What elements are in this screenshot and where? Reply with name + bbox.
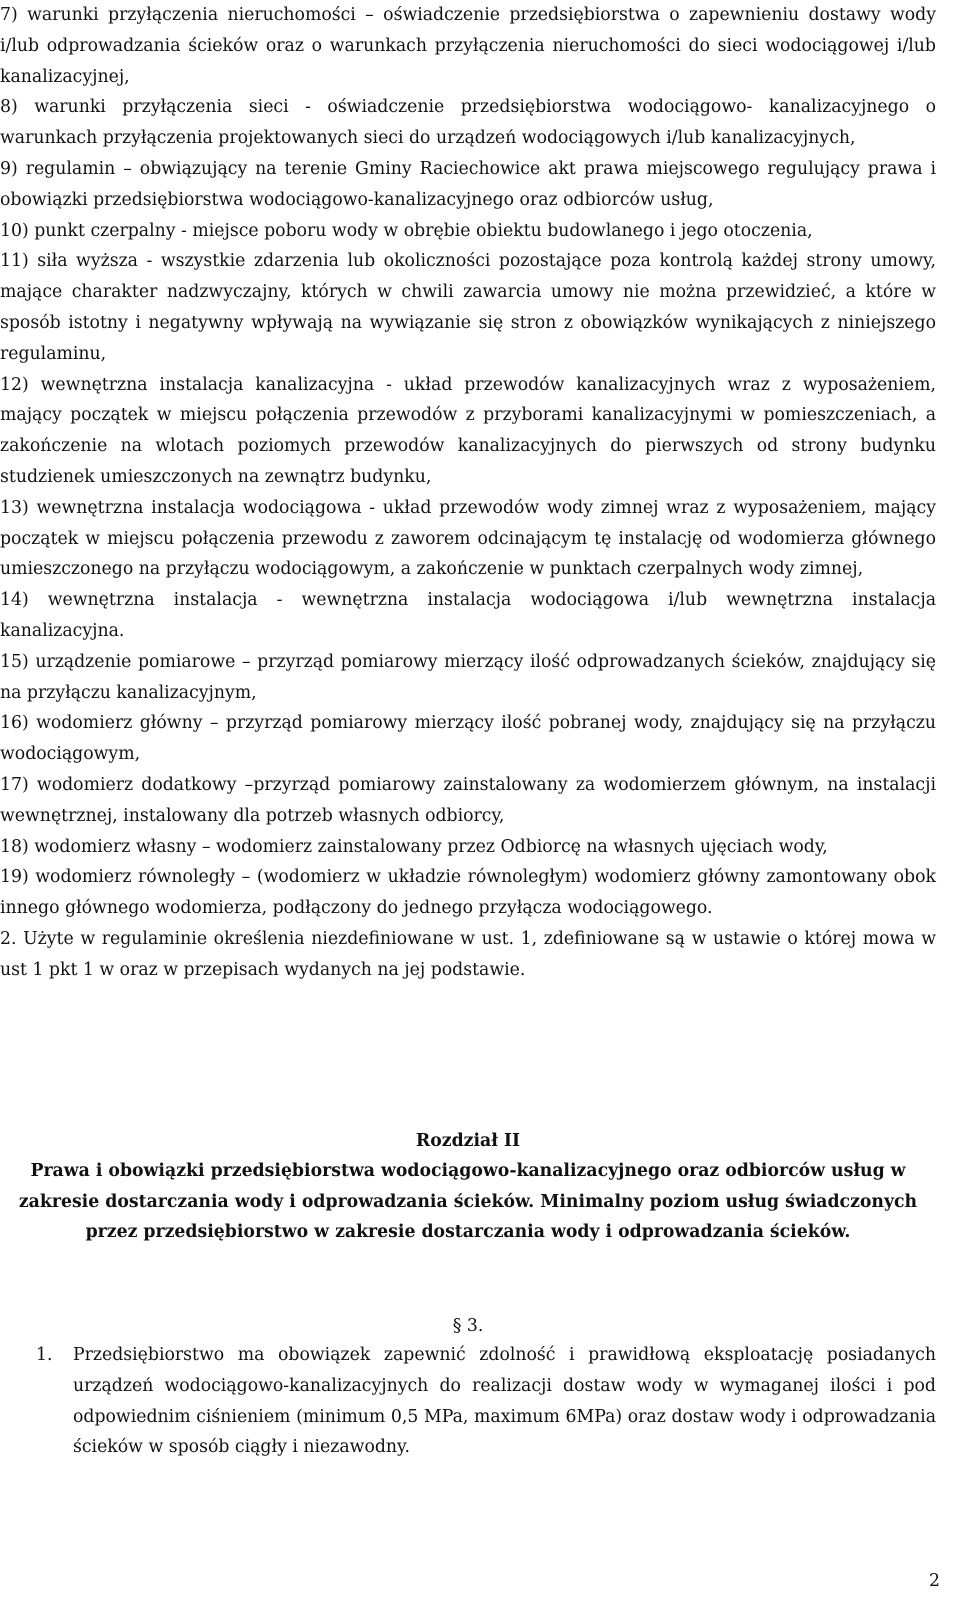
item-number: 1. <box>36 1345 53 1365</box>
definition-17: 17) wodomierz dodatkowy –przyrząd pomiarowy zainstalowany za wodomierzem głównym, na instalacji wewnętrznej, instalowany dla potrzeb własnych odbiorcy, <box>0 774 936 826</box>
paragraph-2: 2. Użyte w regulaminie określenia niezdefiniowane w ust. 1, zdefiniowane są w ustawie o której mowa w ust 1 pkt 1 w oraz w przepisach wydanych na jej podstawie. <box>0 928 936 980</box>
section-number: § 3. <box>452 1316 484 1336</box>
definition-15: 15) urządzenie pomiarowe – przyrząd pomiarowy mierzący ilość odprowadzanych ścieków, znajdujący się na przyłączu kanalizacyjnym, <box>0 651 936 703</box>
definition-18: 18) wodomierz własny – wodomierz zainstalowany przez Odbiorcę na własnych ujęciach wody, <box>0 836 828 857</box>
chapter-subtitle: Prawa i obowiązki przedsiębiorstwa wodociągowo-kanalizacyjnego oraz odbiorców usług w zakresie dostarczania wody i odprowadzania ścieków. Minimalny poziom usług świadczonych przez przedsiębiorstwo w zakresie dostarczania wody i odprowadzania ścieków. <box>18 1161 918 1243</box>
definition-19: 19) wodomierz równoległy – (wodomierz w układzie równoległym) wodomierz główny zamontowany obok innego głównego wodomierza, podłączony do jednego przyłącza wodociągowego. <box>0 867 936 919</box>
item-text: Przedsiębiorstwo ma obowiązek zapewnić zdolność i prawidłową eksploatację posiadanych urządzeń wodociągowo-kanalizacyjnych do realizacji dostaw wody w wymaganej ilości i pod odpowiednim ciśnieniem (minimum 0,5 MPa, maximum 6MPa) oraz dostaw wody i odprowadzania ścieków w sposób ciągły i niezawodny. <box>73 1345 936 1458</box>
chapter-heading <box>0 1126 936 1248</box>
definition-12: 12) wewnętrzna instalacja kanalizacyjna - układ przewodów kanalizacyjnych wraz z wyposażeniem, mający początek w miejscu połączenia przewodów z przyborami kanalizacyjnymi w pomieszczeniach, a zakończenie na wlotach poziomych przewodów kanalizacyjnych do pierwszych od strony budynku studzienek umieszczonych na zewnątrz budynku, <box>0 374 936 487</box>
definition-13: 13) wewnętrzna instalacja wodociągowa - układ przewodów wody zimnej wraz z wyposażeniem, mający początek w miejscu połączenia przewodu z zaworem odcinającym tę instalację od wodomierza głównego umieszczonego na przyłączu wodociągowym, a zakończenie w punktach czerpalnych wody zimnej, <box>0 497 936 580</box>
definition-14: 14) wewnętrzna instalacja - wewnętrzna instalacja wodociągowa i/lub wewnętrzna instalacja kanalizacyjna. <box>0 590 936 641</box>
definition-9: 9) regulamin – obwiązujący na terenie Gminy Raciechowice akt prawa miejscowego regulujący prawa i obowiązki przedsiębiorstwa wodociągowo-kanalizacyjnego oraz odbiorców usług, <box>0 158 936 210</box>
definition-10: 10) punkt czerpalny - miejsce poboru wody w obrębie obiektu budowlanego i jego otoczenia, <box>0 220 813 241</box>
definition-8: 8) warunki przyłączenia sieci - oświadczenie przedsiębiorstwa wodociągowo- kanalizacyjnego o warunkach przyłączenia projektowanych sieci do urządzeń wodociągowych i/lub kanalizacyjnych, <box>0 97 936 149</box>
definition-11: 11) siła wyższa - wszystkie zdarzenia lub okoliczności pozostające poza kontrolą każdej strony umowy, mające charakter nadzwyczajny, których w chwili zawarcia umowy nie można przewidzieć, a które w sposób istotny i negatywny wpływają na wywiązanie się stron z obowiązków wynikających z niniejszego regulaminu, <box>0 251 936 364</box>
numbered-item <box>36 1340 936 1463</box>
page-number: 2 <box>929 1571 940 1591</box>
definition-7: 7) warunki przyłączenia nieruchomości – oświadczenie przedsiębiorstwa o zapewnieniu dostawy wody i/lub odprowadzania ścieków oraz o warunkach przyłączenia nieruchomości do sieci wodociągowej i/lub kanalizacyjnej, <box>0 5 936 87</box>
chapter-title: Rozdział II <box>415 1131 521 1151</box>
definition-16: 16) wodomierz główny – przyrząd pomiarowy mierzący ilość pobranej wody, znajdujący się na przyłączu wodociągowym, <box>0 713 936 765</box>
